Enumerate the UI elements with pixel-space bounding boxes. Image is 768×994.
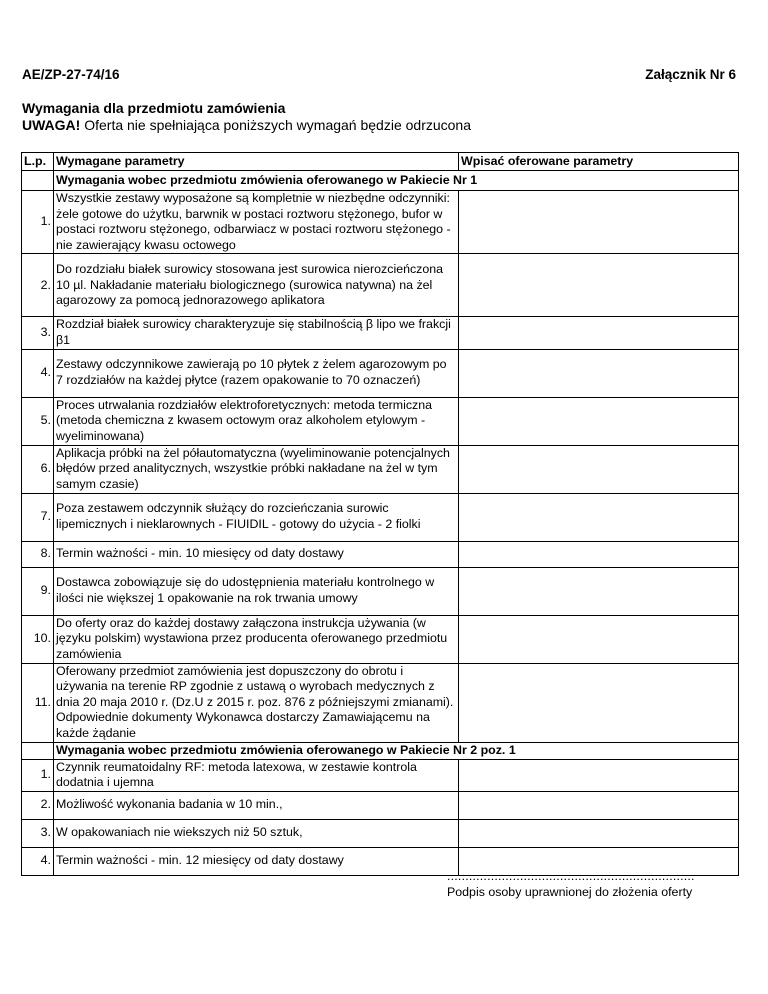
offer-input-cell[interactable] — [459, 317, 739, 349]
table-header-row — [22, 153, 739, 171]
row-requirement: Oferowany przedmiot zamówienia jest dopuszczony do obrotu i używania na terenie RP zgodnie z ustawą o wyrobach medycznych z dnia 20 maja 2010 r. (Dz.U z 2015 r. poz. 876 z późniejszymi zmianami). Odpowiednie dokumenty Wykonawca dostarczy Zamawiającemu na każde żądanie — [54, 663, 459, 742]
offer-input-cell[interactable] — [459, 819, 739, 847]
table-row — [22, 819, 739, 847]
row-requirement: Do rozdziału białek surowicy stosowana jest surowica nierozcieńczona 10 µl. Nakładanie materiału biologicznego (surowica natywna) na żel agarozowy za pomocą jednorazowego aplikatora — [54, 254, 459, 317]
row-number: 10. — [22, 615, 54, 663]
header-params: Wymagane parametry — [54, 153, 459, 171]
section-title: Wymagania wobec przedmiotu zmówienia oferowanego w Pakiecie Nr 1 — [54, 171, 739, 191]
table-row — [22, 541, 739, 567]
offer-input-cell[interactable] — [459, 445, 739, 493]
table-row — [22, 317, 739, 349]
row-number: 7. — [22, 493, 54, 541]
row-requirement: Czynnik reumatoidalny RF: metoda latexowa, w zestawie kontrola dodatnia i ujemna — [54, 759, 459, 791]
row-requirement: Poza zestawem odczynnik służący do rozcieńczania surowic lipemicznych i nieklarownych - FIUIDIL - gotowy do użycia - 2 fiolki — [54, 493, 459, 541]
table-row — [22, 254, 739, 317]
row-requirement: Termin ważności - min. 10 miesięcy od daty dostawy — [54, 541, 459, 567]
page-title: Wymagania dla przedmiotu zamówienia — [22, 100, 286, 116]
row-number: 9. — [22, 567, 54, 615]
table-row — [22, 397, 739, 445]
table-row — [22, 567, 739, 615]
offer-input-cell[interactable] — [459, 191, 739, 254]
table-row — [22, 493, 739, 541]
row-requirement: Aplikacja próbki na żel półautomatyczna (wyeliminowanie potencjalnych błędów przed analitycznych, wszystkie próbki nakładane na żel w tym samym czasie) — [54, 445, 459, 493]
row-number: 2. — [22, 791, 54, 819]
signature-line: .................................................................... — [447, 869, 695, 883]
warning-line — [22, 117, 471, 133]
table-row — [22, 349, 739, 397]
offer-input-cell[interactable] — [459, 791, 739, 819]
row-number: 4. — [22, 349, 54, 397]
table-row — [22, 663, 739, 742]
table-row — [22, 445, 739, 493]
document-reference: AE/ZP-27-74/16 — [22, 67, 120, 82]
warning-label: UWAGA! — [22, 117, 81, 133]
row-requirement: Możliwość wykonania badania w 10 min., — [54, 791, 459, 819]
section-row — [22, 742, 739, 759]
table-row — [22, 791, 739, 819]
section-title: Wymagania wobec przedmiotu zmówienia oferowanego w Pakiecie Nr 2 poz. 1 — [54, 742, 739, 759]
row-requirement: Do oferty oraz do każdej dostawy załączona instrukcja używania (w języku polskim) wystawiona przez producenta oferowanego przedmiotu zamówienia — [54, 615, 459, 663]
offer-input-cell[interactable] — [459, 759, 739, 791]
offer-input-cell[interactable] — [459, 541, 739, 567]
row-requirement: Rozdział białek surowicy charakteryzuje się stabilnością β lipo we frakcji β1 — [54, 317, 459, 349]
table-row — [22, 191, 739, 254]
warning-text: Oferta nie spełniająca poniższych wymagań będzie odrzucona — [80, 117, 471, 133]
row-number: 11. — [22, 663, 54, 742]
table-row — [22, 615, 739, 663]
row-number: 1. — [22, 191, 54, 254]
row-requirement: W opakowaniach nie wiekszych niż 50 sztuk, — [54, 819, 459, 847]
row-number: 4. — [22, 847, 54, 875]
signature-label: Podpis osoby uprawnionej do złożenia oferty — [447, 885, 693, 899]
row-number: 3. — [22, 819, 54, 847]
row-number: 6. — [22, 445, 54, 493]
signature-block — [447, 868, 695, 900]
offer-input-cell[interactable] — [459, 615, 739, 663]
row-requirement: Wszystkie zestawy wyposażone są kompletnie w niezbędne odczynniki: żele gotowe do użytku, barwnik w postaci roztworu stężonego, bufor w postaci roztworu stężonego, odbarwiacz w postaci roztworu stężonego - nie zawierający kwasu octowego — [54, 191, 459, 254]
attachment-number: Załącznik Nr 6 — [645, 67, 736, 82]
offer-input-cell[interactable] — [459, 663, 739, 742]
header-lp: L.p. — [22, 153, 54, 171]
row-number: 1. — [22, 759, 54, 791]
row-requirement: Zestawy odczynnikowe zawierają po 10 płytek z żelem agarozowym po 7 rozdziałów na każdej płytce (razem opakowanie to 70 oznaczeń) — [54, 349, 459, 397]
row-requirement: Dostawca zobowiązuje się do udostępnienia materiału kontrolnego w ilości nie większej 1 opakowanie na rok trwania umowy — [54, 567, 459, 615]
row-requirement: Proces utrwalania rozdziałów elektroforetycznych: metoda termiczna (metoda chemiczna z kwasem octowym oraz alkoholem etylowym - wyeliminowana) — [54, 397, 459, 445]
offer-input-cell[interactable] — [459, 397, 739, 445]
section-row — [22, 171, 739, 191]
offer-input-cell[interactable] — [459, 349, 739, 397]
row-number: 2. — [22, 254, 54, 317]
header-offer: Wpisać oferowane parametry — [459, 153, 739, 171]
offer-input-cell[interactable] — [459, 567, 739, 615]
table-row — [22, 759, 739, 791]
requirements-table — [21, 152, 739, 876]
row-number: 5. — [22, 397, 54, 445]
row-number: 3. — [22, 317, 54, 349]
row-requirement: Termin ważności - min. 12 miesięcy od daty dostawy — [54, 847, 459, 875]
offer-input-cell[interactable] — [459, 254, 739, 317]
row-number: 8. — [22, 541, 54, 567]
offer-input-cell[interactable] — [459, 493, 739, 541]
